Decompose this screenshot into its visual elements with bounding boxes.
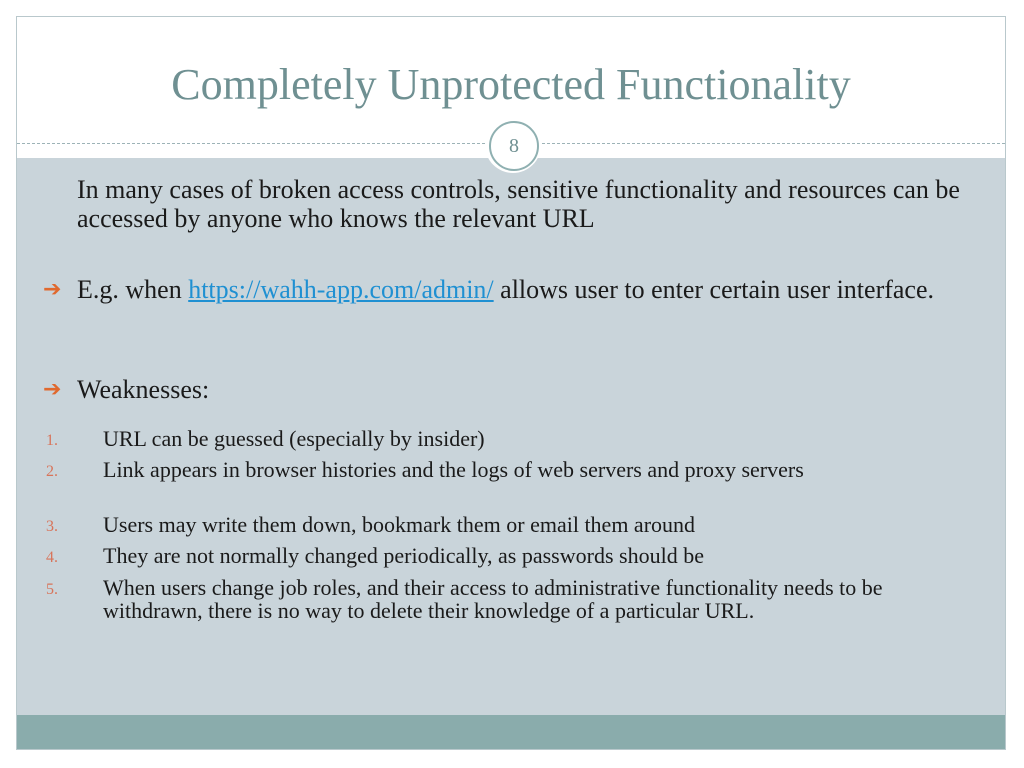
list-item-text: URL can be guessed (especially by insider) xyxy=(103,426,485,451)
example-paragraph xyxy=(43,275,977,304)
right-arrow-icon: ➔ xyxy=(43,377,62,402)
admin-url-link[interactable]: https://wahh-app.com/admin/ xyxy=(188,275,494,304)
list-number: 4. xyxy=(46,549,58,566)
list-item-text: They are not normally changed periodically, as passwords should be xyxy=(103,543,704,568)
list-item-text: Link appears in browser histories and the logs of web servers and proxy servers xyxy=(103,457,804,482)
slide-title: Completely Unprotected Functionality xyxy=(171,60,851,109)
list-item-text: When users change job roles, and their access to administrative functionality needs to be withdrawn, there is no way to delete their knowledge of a particular URL. xyxy=(103,575,883,623)
list-number: 5. xyxy=(46,581,58,598)
example-prefix: E.g. when xyxy=(77,275,189,304)
example-suffix: allows user to enter certain user interface. xyxy=(493,275,935,304)
list-number: 1. xyxy=(46,432,58,449)
intro-paragraph: In many cases of broken access controls, sensitive functionality and resources can be accessed by anyone who knows the relevant URL xyxy=(77,175,960,233)
weaknesses-heading xyxy=(43,375,977,404)
list-number: 3. xyxy=(46,518,58,535)
right-arrow-icon: ➔ xyxy=(43,277,62,302)
slide-number: 8 xyxy=(489,121,539,171)
slide xyxy=(16,16,1006,750)
weaknesses-heading-text: Weaknesses: xyxy=(77,375,210,404)
bottom-bar xyxy=(17,715,1005,749)
list-number: 2. xyxy=(46,463,58,480)
list-item-text: Users may write them down, bookmark them or email them around xyxy=(103,512,696,537)
